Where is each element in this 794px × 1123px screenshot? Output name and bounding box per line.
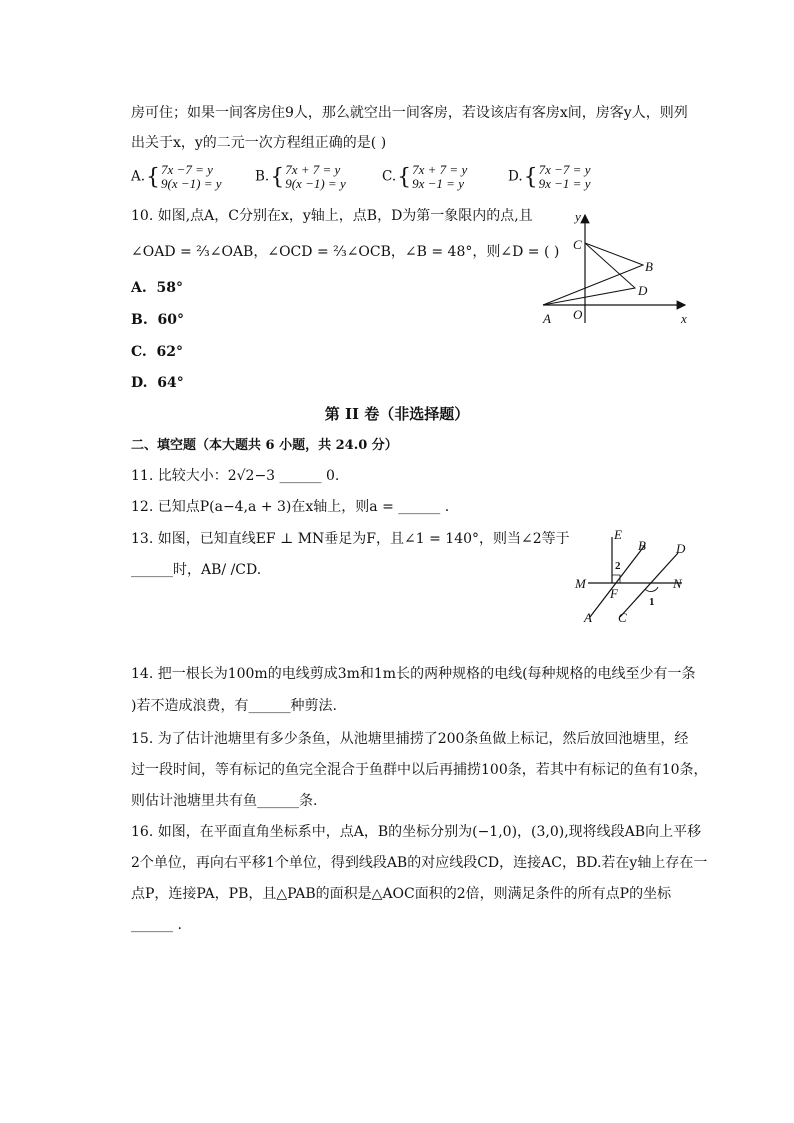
q13-line1: 13. 如图，已知直线EF ⊥ MN垂足为F，且∠1 = 140°，则当∠2等于 (131, 531, 570, 547)
q10-option-d: D. 64° (131, 375, 184, 391)
section-heading: 二、填空题（本大题共 6 小题，共 24.0 分） (131, 438, 398, 453)
q10-line2: ∠OAD = ⅔∠OAB，∠OCD = ⅔∠OCB，∠B = 48°，则∠D = ( ) (131, 244, 560, 260)
q15-line1: 15. 为了估计池塘里有多少条鱼，从池塘里捕捞了200条鱼做上标记，然后放回池塘里，经 (131, 731, 689, 747)
q15-line3: 则估计池塘里共有鱼______条. (131, 793, 318, 809)
q13-figure (570, 525, 700, 630)
q14-line2: )若不造成浪费，有______种剪法. (131, 698, 337, 714)
q9-option-a: A.{7x −7 = y 9(x −1) = y (131, 162, 222, 191)
q10-option-c: C. 62° (131, 344, 184, 360)
label-o: O (573, 307, 583, 322)
q9-option-b: B.{7x + 7 = y 9(x −1) = y (255, 162, 346, 191)
q9-line2: 出关于x，y的二元一次方程组正确的是( ) (131, 135, 387, 151)
q9-option-c: C.{7x + 7 = y 9x −1 = y (382, 162, 468, 191)
line-ab (590, 545, 645, 617)
q9-line1: 房可住；如果一间客房住9人，那么就空出一间客房，若设该店有客房x间，房客y人，则列 (131, 105, 688, 121)
label-angle-2: 2 (615, 560, 621, 572)
q15-line2: 过一段时间，等有标记的鱼完全混合于鱼群中以后再捕捞100条，若其中有标记的鱼有10条， (131, 762, 708, 778)
q16-line4: ______ . (131, 917, 182, 933)
label-angle-1: 1 (649, 596, 655, 608)
label-m: M (575, 576, 586, 591)
section-title: 第 II 卷（非选择题） (324, 405, 470, 423)
label-d2: D (676, 541, 686, 556)
q11: 11. 比较大小：2√2−3 ______ 0. (131, 468, 340, 484)
label-x: x (681, 311, 687, 326)
label-d: D (638, 283, 648, 298)
label-c2: C (618, 610, 627, 625)
label-n: N (673, 576, 682, 591)
q9-option-d: D.{7x −7 = y 9x −1 = y (508, 162, 591, 191)
label-a2: A (584, 610, 592, 625)
q16-line1: 16. 如图，在平面直角坐标系中，点A，B的坐标分别为(−1,0)，(3,0),现将线段AB向上平移 (131, 824, 702, 840)
label-c: C (573, 237, 582, 252)
label-f: F (610, 586, 618, 601)
q16-line2: 2个单位，再向右平移1个单位，得到线段AB的对应线段CD，连接AC，BD.若在y轴上存在一 (131, 855, 708, 871)
q14-line1: 14. 把一根长为100m的电线剪成3m和1m长的两种规格的电线(每种规格的电线至少有一条 (131, 666, 696, 682)
q10-figure (535, 205, 700, 330)
q10-option-a: A. 58° (131, 280, 183, 296)
q10-line1: 10. 如图,点A，C分别在x，y轴上，点B，D为第一象限内的点,且 (131, 208, 533, 224)
label-b: B (645, 259, 653, 274)
label-e: E (614, 527, 622, 542)
q12: 12. 已知点P(a−4,a + 3)在x轴上，则a = ______ . (131, 499, 450, 515)
q10-option-b: B. 60° (131, 312, 184, 328)
q16-line3: 点P，连接PA，PB，且△PAB的面积是△AOC面积的2倍，则满足条件的所有点P的坐标 (131, 886, 672, 902)
q13-line2: ______时，AB/ /CD. (131, 562, 262, 578)
label-b2: B (638, 538, 646, 553)
label-a: A (543, 311, 551, 326)
label-y: y (575, 209, 581, 224)
